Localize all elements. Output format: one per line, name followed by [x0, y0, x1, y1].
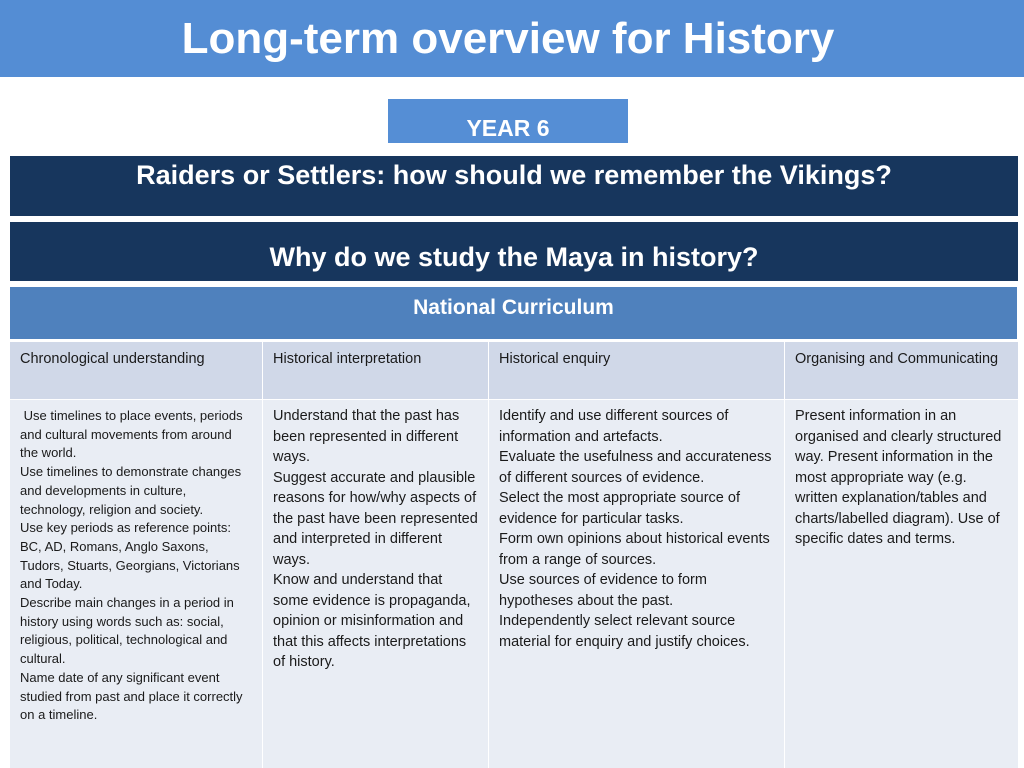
list-item: Select the most appropriate source of evidence for particular tasks. [499, 490, 740, 527]
organising-cell [785, 400, 1018, 768]
list-item: Identify and use different sources of information and artefacts. [499, 408, 729, 445]
list-item: Evaluate the usefulness and accurateness of different sources of evidence. [499, 449, 772, 486]
page-title: Long-term overview for History [181, 14, 835, 63]
interpretation-cell [263, 400, 488, 768]
list-item: Describe main changes in a period in history using words such as: social, religious, political, technological and cultural. [20, 595, 234, 667]
unit-banner-vikings: Raiders or Settlers: how should we remember the Vikings? [10, 156, 1018, 216]
list-item: Know and understand that some evidence is propaganda, opinion or misinformation and that this affects interpretations of history. [273, 572, 471, 670]
list-item: Use timelines to demonstrate changes and developments in culture, technology, religion and society. [20, 464, 242, 517]
column-header: Chronological understanding [10, 342, 262, 399]
list-item: Use timelines to place events, periods and cultural movements from around the world. [20, 408, 247, 461]
list-item: Use sources of evidence to form hypotheses about the past. [499, 572, 707, 609]
column-header: Historical enquiry [489, 342, 784, 399]
curriculum-table [10, 342, 1018, 768]
list-item: Use key periods as reference points: BC, AD, Romans, Anglo Saxons, Tudors, Stuarts, Georgians, Victorians and Today. [20, 520, 240, 592]
section-title: National Curriculum [10, 287, 1017, 339]
chronological-cell [10, 400, 262, 768]
column-header: Organising and Communicating [785, 342, 1018, 399]
list-item: Present information in an organised and clearly structured way. Present information in the most appropriate way (e.g. written explanation/tables and charts/labelled diagram). Use of specific dates and terms. [795, 408, 1002, 547]
enquiry-cell [489, 400, 784, 768]
list-item: Name date of any significant event studied from past and place it correctly on a timeline. [20, 669, 243, 723]
list-item: Independently select relevant source material for enquiry and justify choices. [499, 613, 750, 650]
list-item: Suggest accurate and plausible reasons for how/why aspects of the past have been represented and interpreted in different ways. [273, 469, 478, 568]
list-item: Form own opinions about historical events from a range of sources. [499, 531, 770, 568]
year-label [388, 99, 628, 143]
column-header: Historical interpretation [263, 342, 488, 399]
unit-banner-maya: Why do we study the Maya in history? [10, 222, 1018, 281]
title-bar [0, 0, 1024, 77]
list-item: Understand that the past has been represented in different ways. [273, 408, 460, 465]
year-label-text: YEAR 6 [466, 115, 550, 141]
